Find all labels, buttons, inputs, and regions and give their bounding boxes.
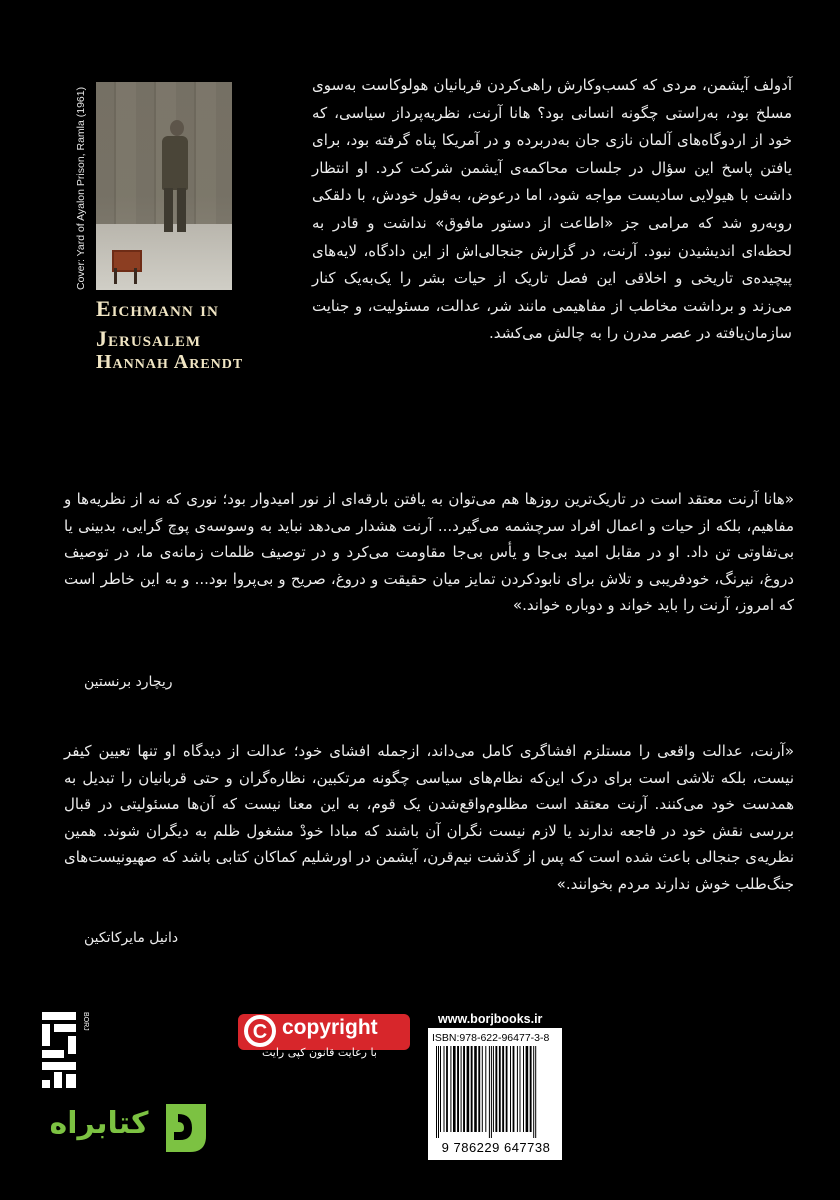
barcode-bar (471, 1046, 473, 1132)
man-figure-legs (164, 188, 186, 232)
barcode-bar (478, 1046, 480, 1132)
barcode-bar (444, 1046, 445, 1132)
barcode-bar (438, 1046, 439, 1138)
barcode-bar (467, 1046, 470, 1132)
copyright-subtext: با رعایت قانون کپی رایت (262, 1046, 377, 1059)
barcode-bar (440, 1046, 441, 1132)
book-title-line1: Eichmann in (96, 296, 219, 321)
book-title (96, 294, 286, 354)
book-author: Hannah Arendt (96, 351, 244, 373)
barcode-bar (446, 1046, 448, 1132)
chair-leg (114, 268, 117, 284)
barcode-bar (523, 1046, 524, 1132)
barcode-bar (526, 1046, 529, 1132)
man-figure-head (170, 120, 184, 136)
man-figure-body (162, 136, 188, 190)
barcode-bar (530, 1046, 532, 1132)
barcode-bar (499, 1046, 501, 1132)
publisher-website[interactable]: www.borjbooks.ir (438, 1012, 543, 1026)
quote-bernstein-author: ریچارد برنستین (84, 674, 173, 690)
cover-photo (96, 82, 232, 290)
barcode-bar (474, 1046, 477, 1132)
barcode-bar (495, 1046, 497, 1132)
ean-digits: 9 786229 647738 (441, 1140, 551, 1155)
barcode-bar (502, 1046, 504, 1132)
quote-kotkin-author: دانیل مایرکاتکین (84, 930, 179, 946)
barcode-bar (535, 1046, 536, 1138)
borj-tower-logo (40, 1010, 88, 1092)
barcode-bar (493, 1046, 494, 1132)
barcode-bar (485, 1046, 486, 1132)
barcode-bar (436, 1046, 437, 1138)
barcode-bar (510, 1046, 511, 1132)
barcode-bars (434, 1046, 556, 1138)
intro-paragraph: آدولف آیشمن، مردی که کسب‌وکارش راهی‌کردن قربانیان هولوکاست به‌سوی مسلخ بود، به‌راستی چگونه انسانی بود؟ هانا آرنت، نظریه‌پرداز سیاسی، که خود از اردوگاه‌های آلمان نازی جان به‌دربرده و در آمریکا پناه گرفته بود، برای یافتن پاسخ این سؤال در جلسات محاکمه‌ی آیشمن شرکت کرد. او انتظار داشت با هیولایی سادیست مواجه شود، اما درعوض، به‌قول خودش، با دلقکی روبه‌رو شد که مرامی جز «اطاعت از دستور مافوق» نداشت و قادر به لحظه‌ای اندیشیدن نبود. آرنت، در گزارش جنجالی‌اش از این دادگاه، لایه‌های پیچیده‌ی تاریخی و اخلاقی این فصل تاریک از حیات بشر را یک‌به‌یک کنار می‌زند و برداشت مخاطب از مفاهیمی مانند شر، عدالت، مسئولیت، و جنایت سازمان‌یافته در عصر مدرن را به چالش می‌کشد. (312, 76, 792, 343)
barcode-bar (533, 1046, 534, 1138)
barcode-bar (463, 1046, 465, 1132)
copyright-symbol-icon: C (252, 1021, 268, 1043)
barcode-bar (450, 1046, 451, 1132)
barcode-bar (482, 1046, 483, 1132)
barcode-bar (457, 1046, 459, 1132)
barcode-bar (517, 1046, 518, 1132)
book-title-line2: Jerusalem (96, 326, 202, 351)
barcode-bar (491, 1046, 492, 1138)
barcode-bar (520, 1046, 521, 1132)
quote-kotkin: «آرنت، عدالت واقعی را مستلزم افشاگری کامل می‌داند، ازجمله افشای خود؛ عدالت از دیدگاه او تنها تعیین کیفر نیست، بلکه تلاشی است برای درک این‌که نظام‌های سیاسی چگونه مرتکبین، نظاره‌گران و حتی قربانیان را تبدیل به همدست خود می‌کنند. آرنت معتقد است مظلوم‌واقع‌شدن یک قوم، به این معنا نیست که آن‌ها مسئولیتی در قبال بررسی نقش خود در فاجعه ندارند یا لازم نیست نگران آن باشند که مبادا خودْ مشغول ظلم به دیگران شوند. همین نظریه‌ی جنجالی باعث شده است که پس از گذشت نیم‌قرن، آیشمن در اورشلیم کماکان کتابی باشد که صهیونیست‌های جنگ‌طلب خوش ندارند مردم بخوانند.» (64, 742, 794, 893)
ketabrah-logo-text: کتابراه (49, 1106, 149, 1141)
barcode-bar (513, 1046, 515, 1132)
quote-bernstein: «هانا آرنت معتقد است در تاریک‌ترین روزها هم می‌توان به یافتن بارقه‌ای از نور امیدوار بود؛ نوری که نه از نظریه‌ها و مفاهیم، بلکه از حیات و اعمال افراد سرچشمه می‌گیرد... آرنت هشدار می‌دهد نباید به وسوسه‌ی پوچ گرایی، بدبینی یا بی‌تفاوتی تن داد. او در مقابل امید بی‌جا و یأس بی‌جا مقاومت می‌کرد و در توصیف ظلمات زمانه‌ی ما، در توصیف دروغ، نیرنگ، خودفریبی و تلاش برای نابودکردن تمایز میان حقیقت و دروغ، صریح و بی‌پروا بود... و به این خاطر است که امروز، آرنت را باید خواند و دوباره خواند.» (64, 490, 794, 615)
chair-leg (134, 268, 137, 284)
barcode-bar (489, 1046, 490, 1138)
copyright-label: copyright (282, 1016, 378, 1039)
barcode-bar (461, 1046, 462, 1132)
barcode-bar (506, 1046, 508, 1132)
photo-caption: Cover: Yard of Ayalon Prison, Ramla (1961) (75, 86, 87, 290)
barcode-bar (453, 1046, 456, 1132)
isbn-number: ISBN:978-622-96477-3-8 (432, 1032, 550, 1044)
borj-logo-text: BORJ (82, 1012, 89, 1031)
